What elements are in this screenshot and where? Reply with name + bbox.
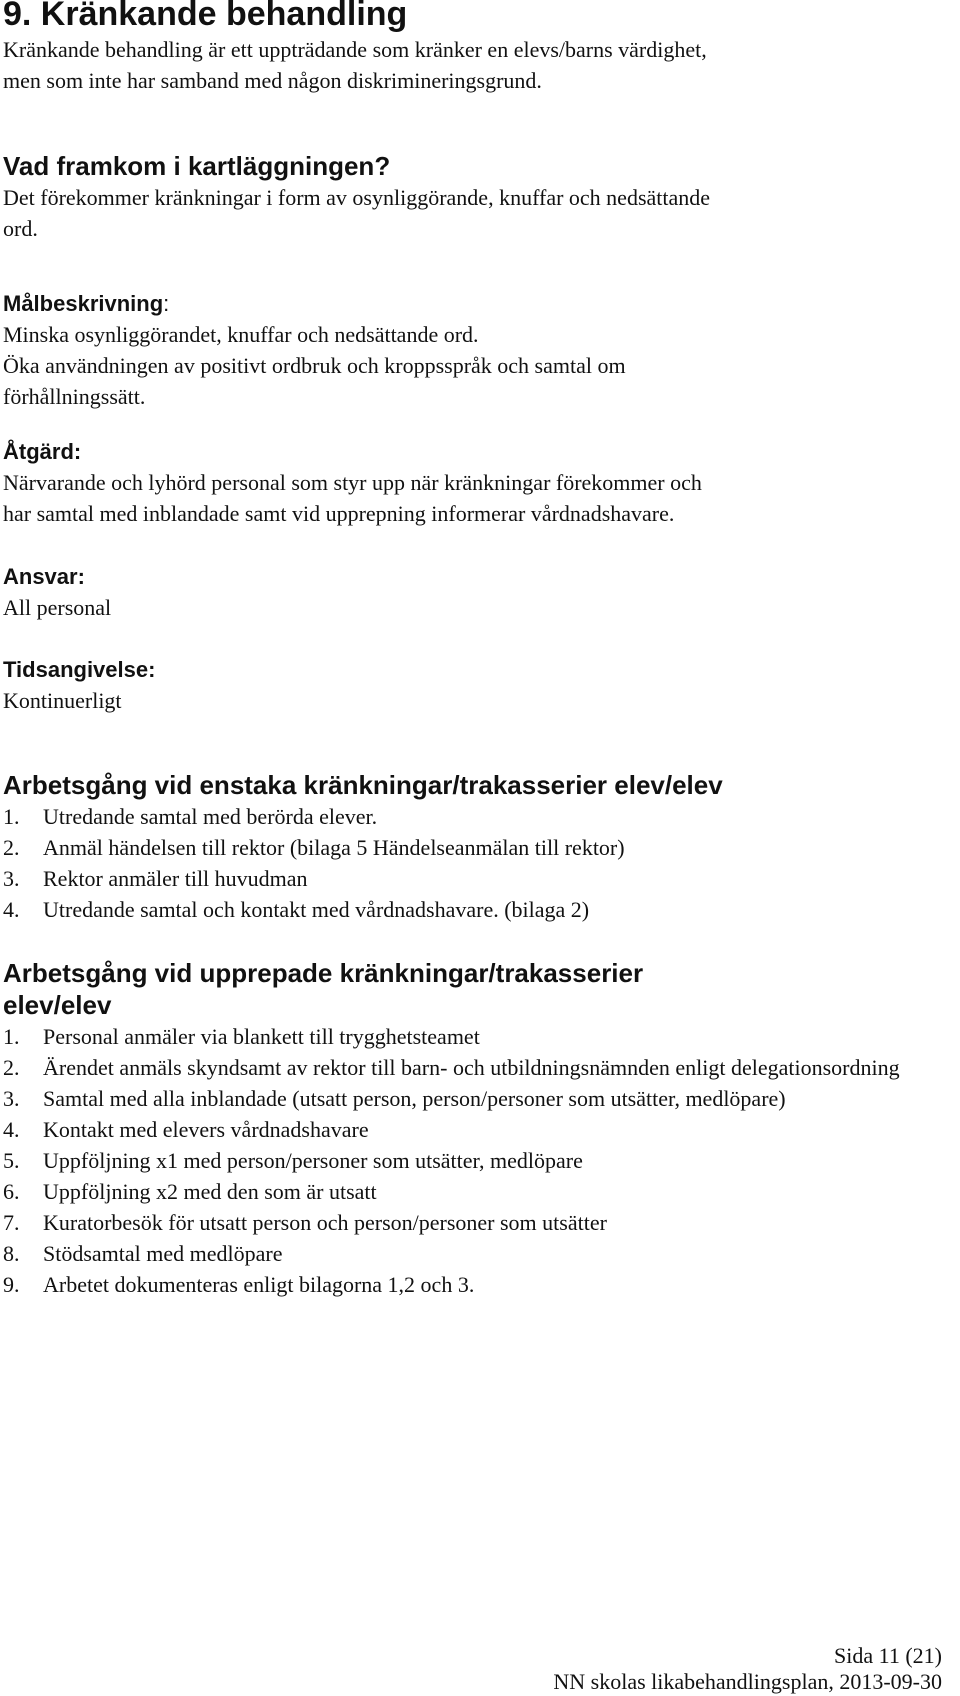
survey-line: ord. bbox=[3, 216, 38, 241]
list-item-text: Rektor anmäler till huvudman bbox=[43, 866, 308, 891]
action-block bbox=[3, 436, 942, 529]
responsibility-block bbox=[3, 561, 942, 623]
procedure-single bbox=[3, 769, 942, 925]
list-item-text: Arbetet dokumenteras enligt bilagorna 1,2 och 3. bbox=[43, 1272, 475, 1297]
goals-label: Målbeskrivning bbox=[3, 291, 164, 316]
timing-label: Tidsangivelse: bbox=[3, 657, 156, 682]
list-item-text: Stödsamtal med medlöpare bbox=[43, 1241, 283, 1266]
list-item-number: 2. bbox=[3, 1055, 20, 1080]
goals-label-row bbox=[3, 288, 942, 319]
timing-block bbox=[3, 654, 942, 716]
goals-line: Öka användningen av positivt ordbruk och kroppsspråk och samtal om bbox=[3, 353, 626, 378]
list-item bbox=[3, 801, 942, 832]
list-item-number: 1. bbox=[3, 1024, 20, 1049]
list-item-text: Utredande samtal med berörda elever. bbox=[43, 804, 378, 829]
list-item-number: 4. bbox=[3, 897, 20, 922]
responsibility-value: All personal bbox=[3, 595, 112, 620]
survey-line: Det förekommer kränkningar i form av osynliggörande, knuffar och nedsättande bbox=[3, 185, 711, 210]
procedure-single-heading: Arbetsgång vid enstaka kränkningar/trakasserier elev/elev bbox=[3, 770, 723, 800]
list-item-number: 3. bbox=[3, 1086, 20, 1111]
list-item-number: 7. bbox=[3, 1210, 20, 1235]
list-item-number: 1. bbox=[3, 804, 20, 829]
list-item bbox=[3, 894, 942, 925]
document-footer: NN skolas likabehandlingsplan, 2013-09-30 bbox=[553, 1669, 942, 1694]
list-item-number: 5. bbox=[3, 1148, 20, 1173]
goals-label-colon: : bbox=[163, 291, 170, 316]
section-title: 9. Kränkande behandling bbox=[3, 0, 408, 33]
list-item-text: Kontakt med elevers vårdnadshavare bbox=[43, 1117, 369, 1142]
goals-block bbox=[3, 288, 942, 412]
list-item-text: Uppföljning x1 med person/personer som utsätter, medlöpare bbox=[43, 1148, 583, 1173]
survey-text bbox=[3, 182, 942, 244]
list-item-text: Utredande samtal och kontakt med vårdnadshavare. (bilaga 2) bbox=[43, 897, 590, 922]
list-item bbox=[3, 1269, 942, 1300]
goals-line: förhållningssätt. bbox=[3, 384, 146, 409]
list-item-text: Kuratorbesök för utsatt person och person/personer som utsätter bbox=[43, 1210, 607, 1235]
list-item-number: 3. bbox=[3, 866, 20, 891]
intro-line: men som inte har samband med någon diskrimineringsgrund. bbox=[3, 68, 542, 93]
list-item bbox=[3, 832, 942, 863]
procedure-repeated-list bbox=[3, 1021, 942, 1300]
procedure-single-list bbox=[3, 801, 942, 925]
list-item bbox=[3, 1052, 942, 1083]
list-item bbox=[3, 1176, 942, 1207]
list-item bbox=[3, 1021, 942, 1052]
action-line: har samtal med inblandade samt vid upprepning informerar vårdnadshavare. bbox=[3, 501, 675, 526]
list-item bbox=[3, 1238, 942, 1269]
action-line: Närvarande och lyhörd personal som styr upp när kränkningar förekommer och bbox=[3, 470, 702, 495]
list-item-text: Personal anmäler via blankett till trygghetsteamet bbox=[43, 1024, 480, 1049]
section-intro bbox=[3, 34, 942, 96]
list-item-text: Anmäl händelsen till rektor (bilaga 5 Händelseanmälan till rektor) bbox=[43, 835, 625, 860]
intro-line: Kränkande behandling är ett uppträdande som kränker en elevs/barns värdighet, bbox=[3, 37, 707, 62]
page-number: Sida 11 (21) bbox=[834, 1643, 942, 1668]
list-item bbox=[3, 1114, 942, 1145]
list-item bbox=[3, 1207, 942, 1238]
list-item bbox=[3, 863, 942, 894]
list-item-number: 9. bbox=[3, 1272, 20, 1297]
list-item-number: 4. bbox=[3, 1117, 20, 1142]
list-item-text: Samtal med alla inblandade (utsatt person, person/personer som utsätter, medlöpare) bbox=[43, 1086, 786, 1111]
survey-heading: Vad framkom i kartläggningen? bbox=[3, 151, 391, 181]
list-item bbox=[3, 1145, 942, 1176]
procedure-repeated bbox=[3, 957, 942, 1300]
procedure-repeated-heading bbox=[3, 957, 942, 1021]
procedure-repeated-heading-line: Arbetsgång vid upprepade kränkningar/trakasserier bbox=[3, 958, 644, 988]
list-item-number: 2. bbox=[3, 835, 20, 860]
list-item-text: Ärendet anmäls skyndsamt av rektor till barn- och utbildningsnämnden enligt delegationsordning bbox=[43, 1055, 900, 1080]
goals-line: Minska osynliggörandet, knuffar och nedsättande ord. bbox=[3, 322, 479, 347]
list-item-text: Uppföljning x2 med den som är utsatt bbox=[43, 1179, 377, 1204]
list-item-number: 6. bbox=[3, 1179, 20, 1204]
timing-value: Kontinuerligt bbox=[3, 688, 122, 713]
list-item-number: 8. bbox=[3, 1241, 20, 1266]
responsibility-label: Ansvar: bbox=[3, 564, 85, 589]
procedure-repeated-heading-line: elev/elev bbox=[3, 990, 112, 1020]
action-label: Åtgärd: bbox=[3, 439, 82, 464]
list-item bbox=[3, 1083, 942, 1114]
